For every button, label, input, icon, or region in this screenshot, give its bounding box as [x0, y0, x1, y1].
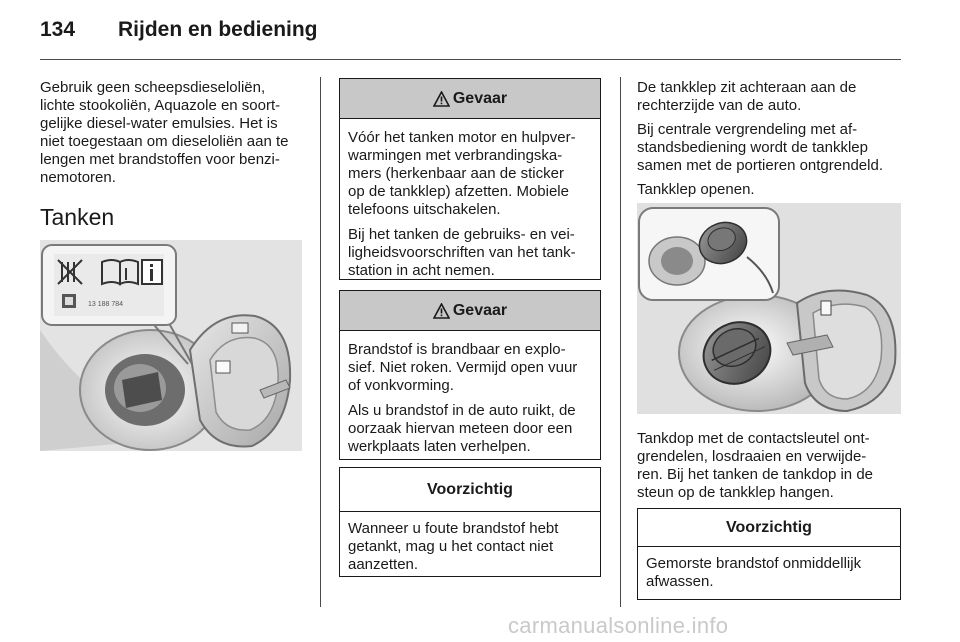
warning-triangle-icon: [433, 303, 450, 319]
caution-title: Voorzichtig: [726, 518, 812, 536]
text-line: steun op de tankklep hangen.: [637, 484, 834, 501]
fuel-cap-figure: [637, 203, 901, 414]
text-line: gelijke diesel-water emulsies. Het is: [40, 115, 278, 132]
text-line: Als u brandstof in de auto ruikt, de: [348, 402, 576, 419]
text-line: aanzetten.: [348, 556, 419, 573]
text-line: De tankklep zit achteraan aan de: [637, 79, 857, 96]
sticker-part-number: 13 188 784: [88, 301, 124, 308]
text-line: Gemorste brandstof onmiddellijk: [646, 555, 862, 572]
text-line: oorzaak hiervan meteen door een: [348, 420, 573, 437]
text-line: afwassen.: [646, 573, 714, 590]
intro-paragraph: [40, 79, 310, 187]
text-line: warmingen met verbrandingska-: [348, 147, 563, 164]
text-line: Tankklep openen.: [637, 181, 755, 198]
warning-triangle-icon: [433, 91, 450, 107]
text-line: sief. Niet roken. Vermijd open vuur: [348, 359, 578, 376]
text-line: getankt, mag u het contact niet: [348, 538, 554, 555]
caution-box-2: [637, 508, 901, 600]
text-line: ren. Bij het tanken de tankdop in de: [637, 466, 874, 483]
header-divider: [40, 59, 901, 60]
paragraph: [637, 430, 905, 502]
text-line: Brandstof is brandbaar en explo-: [348, 341, 566, 358]
text-line: Bij centrale vergrendeling met af-: [637, 121, 858, 138]
warning-paragraph: [348, 402, 592, 456]
paragraph: [637, 79, 905, 115]
text-line: lichte stookoliën, Aquazole en soort-: [40, 97, 281, 114]
text-line: op de tankklep) afzetten. Mobiele: [348, 183, 569, 200]
text-line: grendelen, losdraaien en verwijde-: [637, 448, 867, 465]
text-line: samen met de portieren ontgrendeld.: [637, 157, 883, 174]
text-line: rechterzijde van de auto.: [637, 97, 802, 114]
text-line: Tankdop met de contactsleutel ont-: [637, 430, 870, 447]
text-line: werkplaats laten verhelpen.: [348, 438, 531, 455]
text-line: niet toegestaan om dieseloliën aan te: [40, 133, 289, 150]
caution-box-1: [339, 467, 601, 577]
warning-header: [340, 79, 600, 119]
text-line: of vonkvorming.: [348, 377, 454, 394]
text-line: lengen met brandstoffen voor benzi-: [40, 151, 280, 168]
warning-box-1: [339, 78, 601, 280]
text-line: Bij het tanken de gebruiks- en vei-: [348, 226, 575, 243]
fuel-door-sticker-figure: [40, 240, 302, 451]
text-line: mers (herkenbaar aan de sticker: [348, 165, 564, 182]
text-line: nemotoren.: [40, 169, 116, 186]
watermark: carmanualsonline.info: [508, 613, 729, 638]
caution-header: [638, 509, 900, 547]
column-divider-2: [620, 77, 621, 607]
column-divider-1: [320, 77, 321, 607]
text-line: Gebruik geen scheepsdieseloliën,: [40, 79, 266, 96]
text-line: station in acht nemen.: [348, 262, 495, 279]
text-line: Wanneer u foute brandstof hebt: [348, 520, 559, 537]
paragraph: [637, 121, 905, 175]
section-heading: Tanken: [40, 204, 115, 230]
warning-paragraph: [348, 129, 592, 219]
text-line: telefoons uitschakelen.: [348, 201, 501, 218]
text-line: standsbediening wordt de tankklep: [637, 139, 868, 156]
caution-title: Voorzichtig: [427, 480, 513, 498]
warning-paragraph: [348, 226, 592, 280]
page-number: 134: [40, 18, 76, 41]
right-text-top: [637, 79, 905, 205]
caution-header: [340, 468, 600, 512]
text-line: Vóór het tanken motor en hulpver-: [348, 129, 576, 146]
text-line: ligheidsvoorschriften van het tank-: [348, 244, 576, 261]
warning-header: [340, 291, 600, 331]
warning-paragraph: [348, 341, 592, 395]
right-text-bottom: [637, 430, 905, 508]
warning-title: Gevaar: [452, 301, 508, 319]
warning-box-2: [339, 290, 601, 460]
page-title: Rijden en bediening: [118, 18, 318, 41]
warning-title: Gevaar: [452, 89, 508, 107]
paragraph: [637, 181, 905, 199]
